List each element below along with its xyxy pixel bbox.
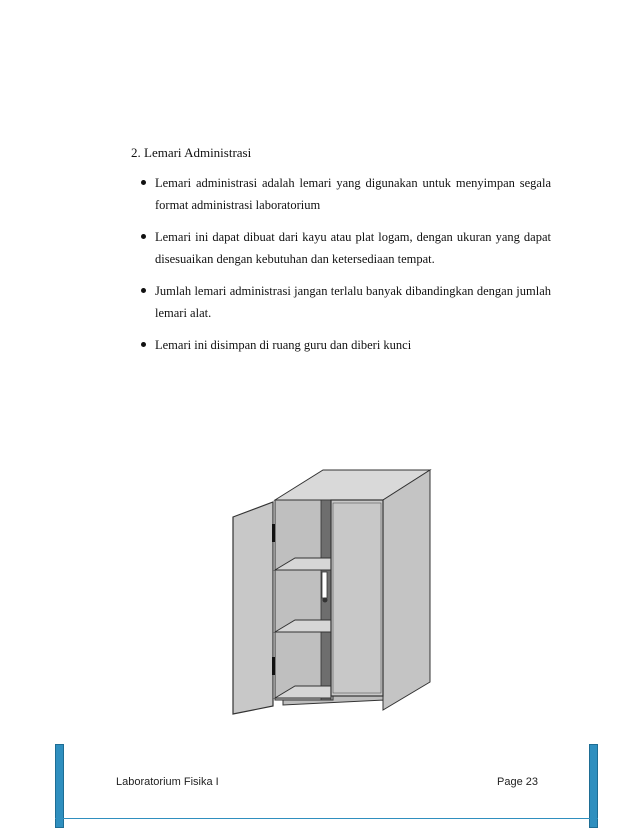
- page-number: Page 23: [497, 776, 538, 788]
- footer-accent-bar-right: [589, 744, 598, 828]
- keyhole-icon: [323, 598, 328, 603]
- cabinet-illustration: [225, 462, 435, 717]
- footer-accent-bar-left: [55, 744, 64, 828]
- section-title: 2. Lemari Administrasi: [131, 145, 252, 160]
- footer-title: Laboratorium Fisika I: [116, 776, 219, 788]
- lock-slot: [322, 572, 327, 598]
- bullet-item: Jumlah lemari administrasi jangan terlalu banyak dibandingkan dengan jumlah lemari alat.: [131, 280, 551, 324]
- bullet-list: [131, 172, 551, 366]
- cabinet-right-door: [331, 500, 383, 696]
- cabinet-left-door: [233, 502, 273, 714]
- hinge-icon: [272, 657, 275, 675]
- footer-line: [55, 818, 598, 819]
- cabinet-side: [383, 470, 430, 710]
- bullet-item: Lemari administrasi adalah lemari yang digunakan untuk menyimpan segala format administrasi laboratorium: [131, 172, 551, 216]
- hinge-icon: [272, 524, 275, 542]
- bullet-item: Lemari ini dapat dibuat dari kayu atau plat logam, dengan ukuran yang dapat disesuaikan dengan kebutuhan dan ketersediaan tempat.: [131, 226, 551, 270]
- bullet-item: Lemari ini disimpan di ruang guru dan diberi kunci: [131, 334, 551, 356]
